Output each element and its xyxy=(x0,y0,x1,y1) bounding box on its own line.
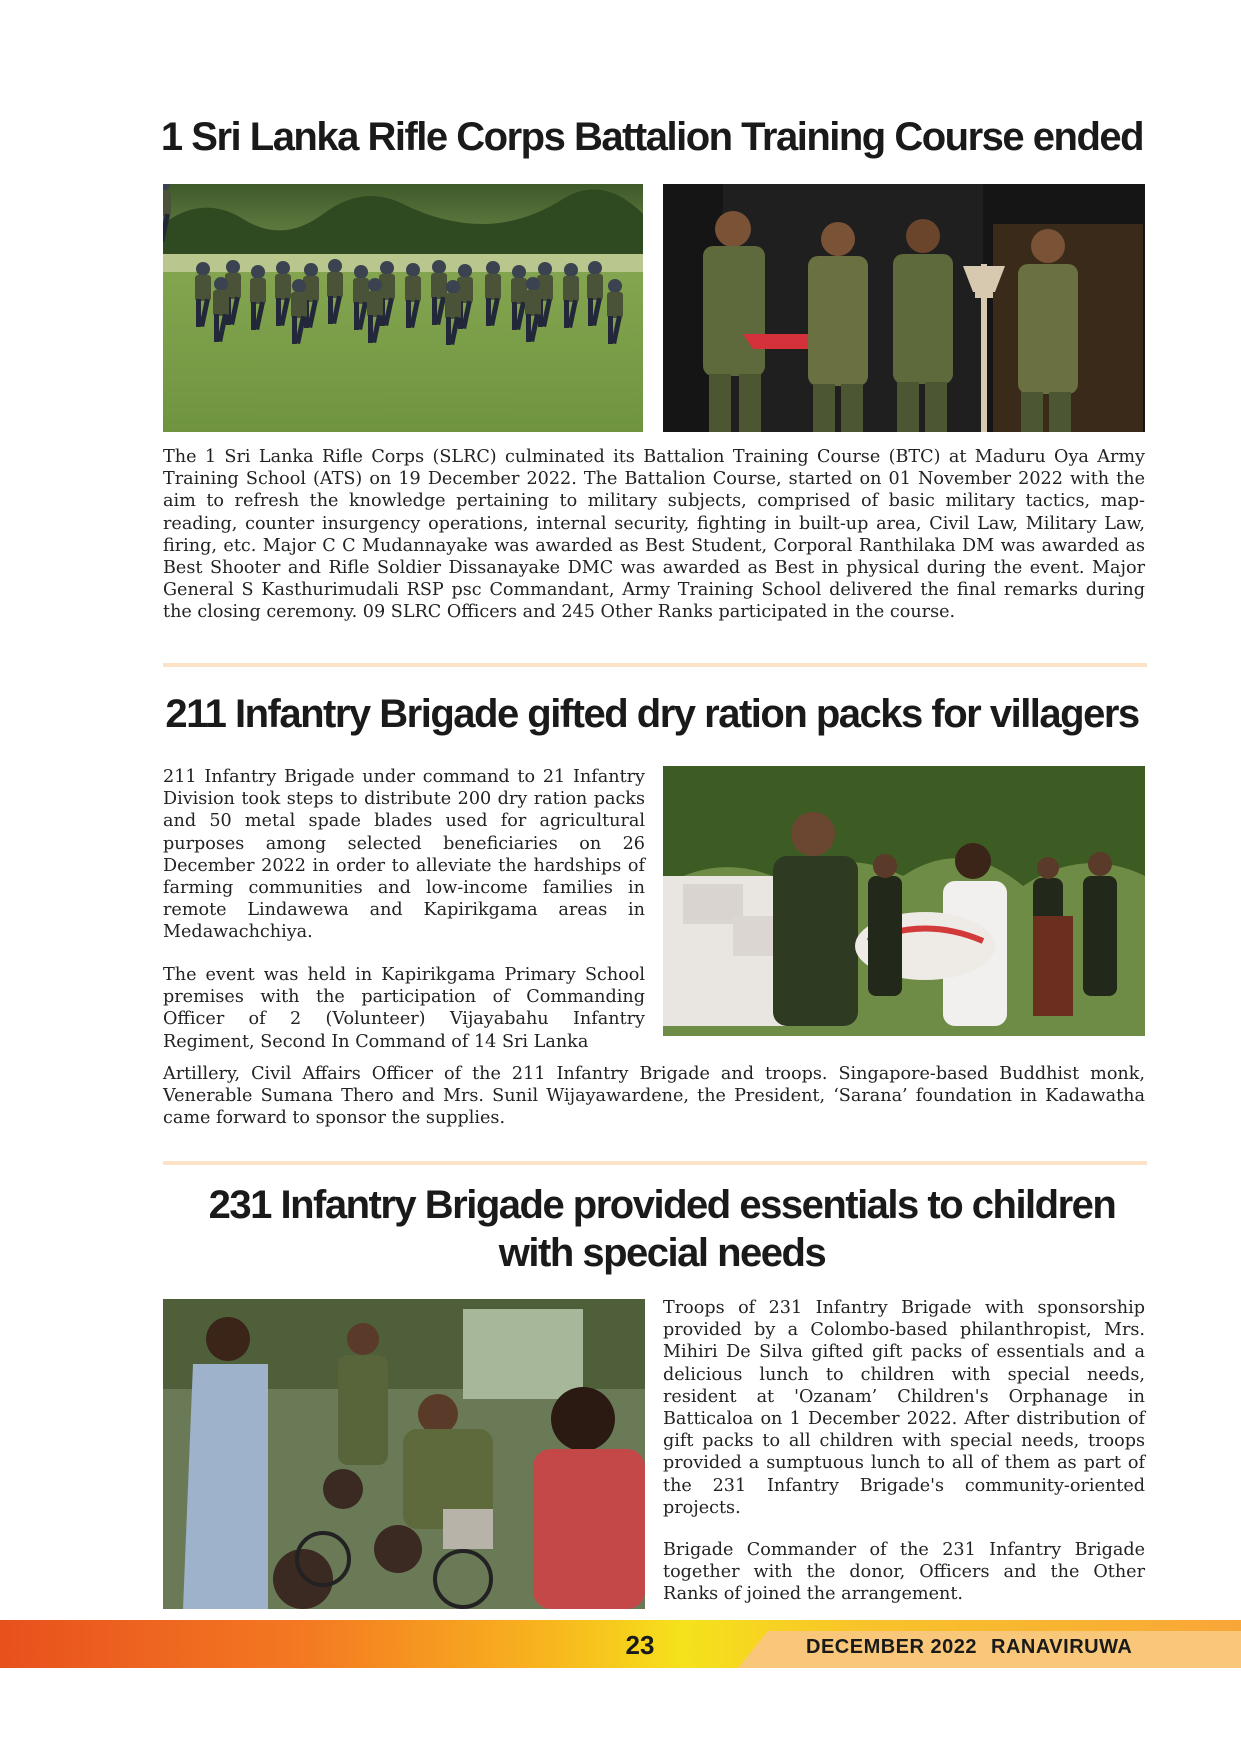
marching-troops-image xyxy=(163,184,643,432)
issue-label xyxy=(806,1636,1132,1659)
publication-name: RANAVIRUWA xyxy=(991,1636,1133,1658)
article-1-paragraph-1: The 1 Sri Lanka Rifle Corps (SLRC) culminated its Battalion Training Course (BTC) at Maduru Oya Army Training School (ATS) on 19 December 2022. The Battalion Course, started on 01 November 2022 with the aim to refresh the knowledge pertaining to military subjects, comprised of basic military tactics, map-reading, counter insurgency operations, internal security, fighting in built-up area, Civil Law, Military Law, firing, etc. Major C C Mudannayake was awarded as Best Student, Corporal Ranthilaka DM was awarded as Best Shooter and Rifle Soldier Dissanayake DMC was awarded as Best in physical during the event. Major General S Kasthurimudali RSP psc Commandant, Army Training School delivered the final remarks during the closing ceremony. 09 SLRC Officers and 245 Other Ranks participated in the course. xyxy=(163,447,1145,623)
article-2-title: 211 Infantry Brigade gifted dry ration packs for villagers xyxy=(165,692,1139,736)
article-1-title: 1 Sri Lanka Rifle Corps Battalion Training Course ended xyxy=(160,115,1144,159)
article-2-paragraph-2: The event was held in Kapirikgama Primary School premises with the participation of Commanding Officer of 2 (Volunteer) Vijayabahu Infantry Regiment, Second In Command of 14 Sri Lanka xyxy=(163,965,645,1052)
page-number: 23 xyxy=(625,1630,655,1660)
section-divider-2 xyxy=(163,1161,1147,1165)
article-2-paragraph-3: Artillery, Civil Affairs Officer of the 211 Infantry Brigade and troops. Singapore-based Buddhist monk, Venerable Sumana Thero and Mrs. Sunil Wijayawardene, the President, ‘Sarana’ foundation in Kadawatha came forward to sponsor the supplies. xyxy=(163,1064,1145,1129)
section-divider-1 xyxy=(163,663,1147,667)
article-3-title: 231 Infantry Brigade provided essentials to children with special needs xyxy=(208,1183,1116,1275)
article-2-paragraph-1: 211 Infantry Brigade under command to 21 Infantry Division took steps to distribute 200 dry ration packs and 50 metal spade blades used for agricultural purposes among selected beneficiaries on 26 December 2022 in order to alleviate the hardships of farming communities and low-income families in remote Lindawewa and Kapirikgama areas in Medawachchiya. xyxy=(163,767,645,943)
issue-date: DECEMBER 2022 xyxy=(806,1636,978,1658)
special-needs-children-image xyxy=(163,1299,645,1609)
special-needs-children-photo xyxy=(163,1299,645,1609)
ration-pack-handover-image xyxy=(663,766,1145,1036)
ration-pack-handover-photo xyxy=(663,766,1145,1036)
trophy-presentation-photo xyxy=(663,184,1145,432)
article-3-paragraph-2: Brigade Commander of the 231 Infantry Brigade together with the donor, Officers and the Other Ranks of joined the arrangement. xyxy=(663,1540,1145,1605)
marching-troops-photo xyxy=(163,184,643,432)
page-footer xyxy=(0,1620,1241,1754)
article-3-paragraph-1: Troops of 231 Infantry Brigade with sponsorship provided by a Colombo-based philanthropist, Mrs. Mihiri De Silva gifted gift packs of essentials and a delicious lunch to children with special needs, resident at 'Ozanam’ Children's Orphanage in Batticaloa on 1 December 2022. After distribution of gift packs to all children with special needs, troops provided a sumptuous lunch to all of them as part of the 231 Infantry Brigade's community-oriented projects. xyxy=(663,1298,1145,1518)
trophy-presentation-image xyxy=(663,184,1145,432)
